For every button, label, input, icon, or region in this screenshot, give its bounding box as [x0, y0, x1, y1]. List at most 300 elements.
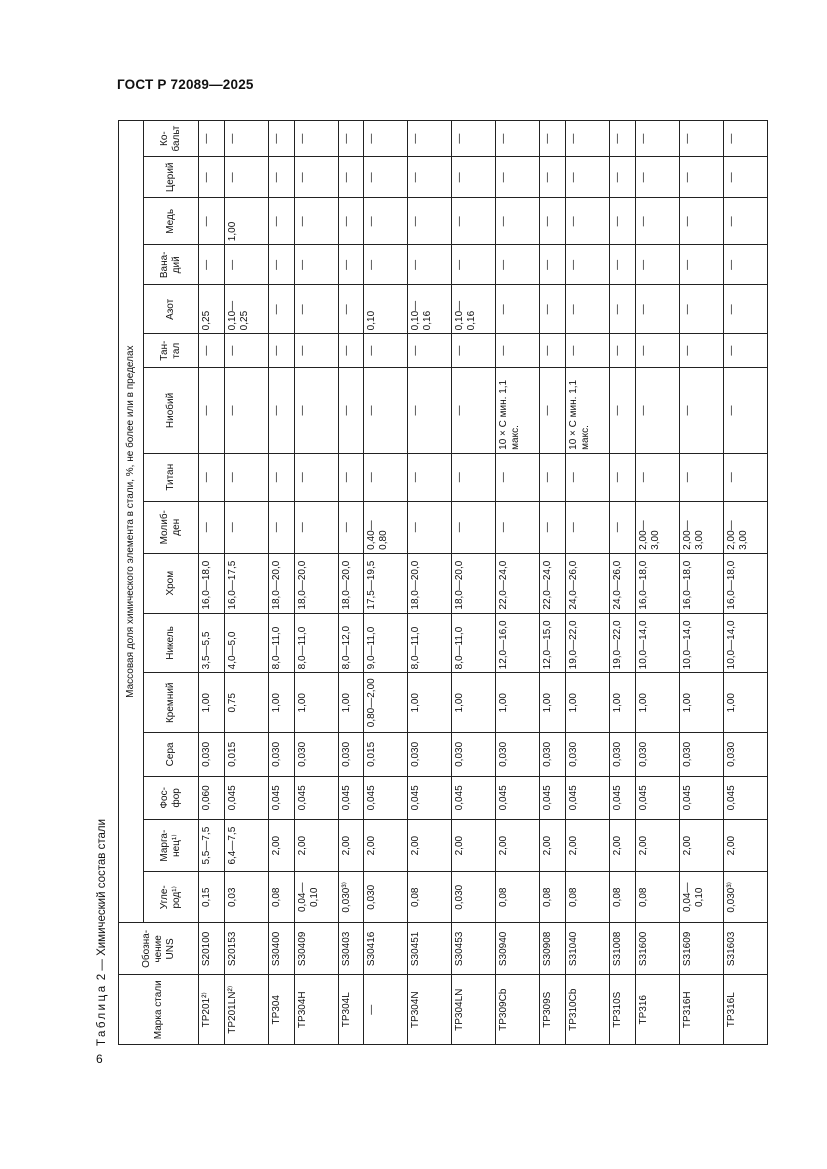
col-header-element: Ко-бальт: [144, 121, 199, 157]
cell-value: —: [566, 334, 610, 368]
cell-value: 0,10: [364, 285, 408, 334]
cell-grade: TP304N: [408, 975, 452, 1045]
cell-value: —: [540, 198, 566, 245]
cell-value: —: [294, 245, 338, 285]
cell-value: 0,030: [679, 733, 723, 776]
col-header-element: Церий: [144, 157, 199, 198]
cell-value: 0,03: [224, 872, 268, 923]
cell-grade: TP201LN²⁾: [224, 975, 268, 1045]
table-row: [364, 121, 408, 1045]
col-header-element: Медь: [144, 198, 199, 245]
cell-value: 0,030³⁾: [723, 872, 767, 923]
cell-value: —: [610, 368, 636, 454]
cell-value: 0,08: [635, 872, 679, 923]
cell-value: 17,5—19,5: [364, 553, 408, 613]
cell-value: 0,030: [408, 733, 452, 776]
cell-grade: TP304: [268, 975, 294, 1045]
cell-value: —: [635, 245, 679, 285]
cell-value: —: [679, 334, 723, 368]
cell-value: 3,5—5,5: [199, 613, 225, 673]
cell-value: 0,045: [610, 776, 636, 819]
col-header-element: Тан-тал: [144, 334, 199, 368]
cell-value: 18,0—20,0: [338, 553, 364, 613]
cell-value: 0,030: [723, 733, 767, 776]
cell-value: 1,00: [224, 198, 268, 245]
cell-value: —: [540, 453, 566, 501]
cell-value: —: [199, 245, 225, 285]
cell-value: —: [224, 121, 268, 157]
cell-value: 0,030: [199, 733, 225, 776]
cell-value: 2,00: [540, 820, 566, 872]
cell-value: 6,4—7,5: [224, 820, 268, 872]
cell-value: 0,045: [364, 776, 408, 819]
cell-value: —: [723, 368, 767, 454]
cell-grade: TP316L: [723, 975, 767, 1045]
table-row: [294, 121, 338, 1045]
cell-value: —: [723, 453, 767, 501]
cell-value: —: [452, 121, 496, 157]
cell-value: 10,0—14,0: [723, 613, 767, 673]
cell-value: —: [566, 453, 610, 501]
cell-value: —: [635, 285, 679, 334]
table-row: [408, 121, 452, 1045]
cell-value: 10 × С мин. 1,1 макс.: [566, 368, 610, 454]
cell-value: —: [408, 334, 452, 368]
cell-value: —: [610, 121, 636, 157]
cell-value: —: [338, 157, 364, 198]
cell-value: —: [294, 501, 338, 553]
cell-value: 8,0—11,0: [294, 613, 338, 673]
cell-value: 0,015: [364, 733, 408, 776]
cell-value: —: [294, 334, 338, 368]
cell-value: 0,25: [199, 285, 225, 334]
col-header-grade: Марка стали: [119, 975, 199, 1045]
cell-value: 8,0—11,0: [268, 613, 294, 673]
rotated-table-container: [118, 120, 768, 1045]
cell-value: —: [610, 245, 636, 285]
cell-uns: S30908: [540, 923, 566, 975]
cell-value: —: [452, 334, 496, 368]
col-header-mass-fraction: Массовая доля химического элемента в стали, %, не более или в пределах: [119, 121, 144, 923]
cell-value: 2,00—3,00: [723, 501, 767, 553]
cell-value: 16,0—18,0: [635, 553, 679, 613]
col-header-element: Угле-род¹⁾: [144, 872, 199, 923]
cell-value: 0,045: [723, 776, 767, 819]
cell-value: —: [294, 121, 338, 157]
cell-value: —: [610, 453, 636, 501]
cell-value: 1,00: [566, 673, 610, 733]
cell-value: 0,015: [224, 733, 268, 776]
cell-value: 5,5—7,5: [199, 820, 225, 872]
cell-value: —: [338, 285, 364, 334]
cell-value: 0,030: [452, 872, 496, 923]
cell-grade: TP309S: [540, 975, 566, 1045]
table-row: [723, 121, 767, 1045]
chemical-composition-table: [118, 120, 768, 1045]
cell-value: —: [566, 285, 610, 334]
cell-value: —: [566, 501, 610, 553]
cell-value: —: [452, 245, 496, 285]
cell-value: —: [452, 198, 496, 245]
cell-value: —: [540, 334, 566, 368]
cell-value: 10 × С мин. 1,1 макс.: [496, 368, 540, 454]
cell-value: —: [496, 453, 540, 501]
cell-uns: S30416: [364, 923, 408, 975]
cell-value: —: [679, 285, 723, 334]
cell-value: 2,00: [610, 820, 636, 872]
cell-value: —: [723, 334, 767, 368]
table-row: [610, 121, 636, 1045]
cell-value: 1,00: [408, 673, 452, 733]
cell-value: 16,0—18,0: [199, 553, 225, 613]
cell-value: —: [496, 198, 540, 245]
cell-value: —: [294, 198, 338, 245]
cell-value: —: [452, 501, 496, 553]
cell-value: 0,04—0,10: [679, 872, 723, 923]
cell-value: —: [224, 453, 268, 501]
cell-value: 0,030: [364, 872, 408, 923]
table-row: [268, 121, 294, 1045]
cell-value: —: [723, 198, 767, 245]
cell-value: —: [364, 368, 408, 454]
cell-value: —: [452, 157, 496, 198]
col-header-element: Сера: [144, 733, 199, 776]
cell-value: —: [338, 334, 364, 368]
cell-value: —: [268, 198, 294, 245]
cell-value: 16,0—18,0: [723, 553, 767, 613]
cell-value: —: [364, 453, 408, 501]
cell-value: 0,030: [452, 733, 496, 776]
cell-value: —: [364, 198, 408, 245]
cell-grade: TP304LN: [452, 975, 496, 1045]
cell-value: 0,045: [566, 776, 610, 819]
cell-value: —: [408, 368, 452, 454]
cell-grade: TP310Cb: [566, 975, 610, 1045]
cell-value: 0,060: [199, 776, 225, 819]
cell-value: —: [199, 198, 225, 245]
cell-value: —: [338, 368, 364, 454]
col-header-uns: Обозна-чение UNS: [119, 923, 199, 975]
cell-value: 2,00: [566, 820, 610, 872]
cell-value: 0,80—2,00: [364, 673, 408, 733]
cell-value: —: [496, 245, 540, 285]
table-row: [338, 121, 364, 1045]
cell-value: 12,0—16,0: [496, 613, 540, 673]
cell-value: 24,0—26,0: [566, 553, 610, 613]
cell-value: 8,0—12,0: [338, 613, 364, 673]
col-header-element: Марга-нец¹⁾: [144, 820, 199, 872]
cell-value: 24,0—26,0: [610, 553, 636, 613]
cell-value: 1,00: [294, 673, 338, 733]
cell-value: —: [540, 245, 566, 285]
cell-value: 0,030³⁾: [338, 872, 364, 923]
cell-value: —: [679, 245, 723, 285]
cell-value: 1,00: [679, 673, 723, 733]
table-row: [679, 121, 723, 1045]
cell-value: —: [199, 501, 225, 553]
cell-value: —: [224, 501, 268, 553]
document-header: ГОСТ Р 72089—2025: [117, 77, 254, 92]
cell-value: —: [566, 157, 610, 198]
cell-value: 1,00: [199, 673, 225, 733]
cell-uns: S20100: [199, 923, 225, 975]
cell-value: —: [679, 198, 723, 245]
cell-value: —: [199, 368, 225, 454]
cell-value: 0,030: [566, 733, 610, 776]
cell-value: —: [364, 121, 408, 157]
cell-value: —: [635, 453, 679, 501]
cell-value: —: [610, 157, 636, 198]
cell-value: —: [679, 368, 723, 454]
cell-value: 18,0—20,0: [452, 553, 496, 613]
cell-uns: S30403: [338, 923, 364, 975]
cell-value: —: [268, 121, 294, 157]
cell-uns: S30940: [496, 923, 540, 975]
cell-value: —: [679, 453, 723, 501]
cell-value: —: [338, 121, 364, 157]
cell-value: 2,00: [338, 820, 364, 872]
cell-grade: —: [364, 975, 408, 1045]
table-row: [452, 121, 496, 1045]
cell-grade: TP304H: [294, 975, 338, 1045]
col-header-element: Кремний: [144, 673, 199, 733]
cell-value: —: [294, 157, 338, 198]
cell-uns: S31600: [635, 923, 679, 975]
cell-value: 0,045: [679, 776, 723, 819]
cell-value: —: [338, 198, 364, 245]
cell-value: —: [610, 285, 636, 334]
cell-value: 0,045: [294, 776, 338, 819]
cell-value: 0,045: [540, 776, 566, 819]
cell-uns: S30451: [408, 923, 452, 975]
cell-value: —: [199, 157, 225, 198]
cell-value: 0,045: [224, 776, 268, 819]
cell-grade: TP201²⁾: [199, 975, 225, 1045]
cell-value: —: [268, 453, 294, 501]
cell-value: 18,0—20,0: [294, 553, 338, 613]
cell-value: —: [635, 368, 679, 454]
cell-value: 16,0—17,5: [224, 553, 268, 613]
cell-uns: S31609: [679, 923, 723, 975]
cell-value: 0,030: [635, 733, 679, 776]
cell-value: 18,0—20,0: [268, 553, 294, 613]
cell-uns: S31603: [723, 923, 767, 975]
cell-value: 0,08: [540, 872, 566, 923]
cell-value: —: [540, 285, 566, 334]
cell-value: —: [452, 368, 496, 454]
cell-value: —: [294, 368, 338, 454]
cell-value: —: [294, 453, 338, 501]
page-number: 6: [96, 1052, 103, 1066]
cell-value: —: [723, 245, 767, 285]
cell-value: 2,00: [679, 820, 723, 872]
cell-value: 0,08: [566, 872, 610, 923]
col-header-element: Фос-фор: [144, 776, 199, 819]
cell-grade: TP309Cb: [496, 975, 540, 1045]
table-caption-prefix: Таблица: [96, 983, 108, 1046]
cell-value: —: [496, 501, 540, 553]
cell-value: 0,04—0,10: [294, 872, 338, 923]
table-caption-text: 2 — Химический состав стали: [96, 819, 108, 981]
table-body: [199, 121, 768, 1045]
cell-value: —: [199, 334, 225, 368]
cell-value: 18,0—20,0: [408, 553, 452, 613]
cell-uns: S20153: [224, 923, 268, 975]
cell-value: 2,00: [635, 820, 679, 872]
cell-value: 1,00: [723, 673, 767, 733]
cell-grade: TP304L: [338, 975, 364, 1045]
cell-grade: TP316H: [679, 975, 723, 1045]
cell-value: —: [540, 368, 566, 454]
cell-value: 1,00: [635, 673, 679, 733]
cell-value: 1,00: [496, 673, 540, 733]
cell-value: —: [364, 245, 408, 285]
cell-value: 0,10—0,16: [408, 285, 452, 334]
cell-value: —: [610, 501, 636, 553]
col-header-element: Хром: [144, 553, 199, 613]
cell-value: —: [540, 121, 566, 157]
col-header-element: Вана-дий: [144, 245, 199, 285]
cell-uns: S30453: [452, 923, 496, 975]
cell-grade: TP310S: [610, 975, 636, 1045]
cell-value: —: [496, 121, 540, 157]
cell-value: 0,08: [496, 872, 540, 923]
cell-value: 1,00: [268, 673, 294, 733]
cell-value: 1,00: [540, 673, 566, 733]
cell-value: 2,00—3,00: [679, 501, 723, 553]
cell-value: —: [679, 121, 723, 157]
table-row: [224, 121, 268, 1045]
cell-value: 9,0—11,0: [364, 613, 408, 673]
cell-value: 19,0—22,0: [566, 613, 610, 673]
cell-value: —: [338, 453, 364, 501]
cell-value: —: [723, 157, 767, 198]
cell-value: 1,00: [452, 673, 496, 733]
cell-value: —: [452, 453, 496, 501]
table-head: [119, 121, 199, 1045]
table-row: [540, 121, 566, 1045]
cell-value: —: [408, 501, 452, 553]
cell-value: —: [635, 334, 679, 368]
cell-value: 0,030: [496, 733, 540, 776]
cell-value: —: [268, 285, 294, 334]
header-row-elements: [144, 121, 199, 1045]
cell-value: —: [540, 501, 566, 553]
col-header-element: Ниобий: [144, 368, 199, 454]
cell-value: 0,10—0,25: [224, 285, 268, 334]
cell-value: —: [723, 121, 767, 157]
cell-value: —: [610, 198, 636, 245]
cell-value: 0,045: [408, 776, 452, 819]
cell-value: 0,045: [635, 776, 679, 819]
cell-value: —: [364, 157, 408, 198]
cell-value: —: [540, 157, 566, 198]
cell-value: —: [408, 198, 452, 245]
cell-value: 0,045: [452, 776, 496, 819]
cell-value: 10,0—14,0: [679, 613, 723, 673]
cell-value: —: [294, 285, 338, 334]
cell-value: 22,0—24,0: [540, 553, 566, 613]
cell-value: 0,030: [294, 733, 338, 776]
table-row: [635, 121, 679, 1045]
cell-value: 2,00: [294, 820, 338, 872]
cell-value: 16,0—18,0: [679, 553, 723, 613]
cell-value: 8,0—11,0: [408, 613, 452, 673]
cell-value: —: [610, 334, 636, 368]
col-header-element: Молиб-ден: [144, 501, 199, 553]
cell-value: —: [496, 285, 540, 334]
cell-value: —: [224, 245, 268, 285]
cell-value: 0,045: [496, 776, 540, 819]
cell-value: 0,030: [540, 733, 566, 776]
cell-value: —: [338, 501, 364, 553]
cell-uns: S31008: [610, 923, 636, 975]
cell-uns: S31040: [566, 923, 610, 975]
cell-value: 2,00: [408, 820, 452, 872]
cell-value: —: [224, 368, 268, 454]
cell-value: —: [268, 157, 294, 198]
cell-value: 2,00: [496, 820, 540, 872]
cell-value: —: [408, 157, 452, 198]
col-header-element: Титан: [144, 453, 199, 501]
table-row: [566, 121, 610, 1045]
cell-value: —: [723, 285, 767, 334]
cell-value: —: [635, 157, 679, 198]
cell-grade: TP316: [635, 975, 679, 1045]
cell-value: 2,00: [364, 820, 408, 872]
cell-value: 1,00: [610, 673, 636, 733]
cell-value: 0,75: [224, 673, 268, 733]
cell-uns: S30400: [268, 923, 294, 975]
cell-value: —: [364, 334, 408, 368]
cell-value: —: [268, 245, 294, 285]
cell-value: 0,030: [610, 733, 636, 776]
cell-value: 22,0—24,0: [496, 553, 540, 613]
cell-value: —: [224, 157, 268, 198]
cell-value: 2,00: [723, 820, 767, 872]
cell-value: 0,40—0,80: [364, 501, 408, 553]
col-header-element: Никель: [144, 613, 199, 673]
cell-value: 0,10—0,16: [452, 285, 496, 334]
cell-value: 0,045: [268, 776, 294, 819]
cell-value: —: [408, 245, 452, 285]
cell-value: —: [566, 198, 610, 245]
table-row: [496, 121, 540, 1045]
cell-value: 4,0—5,0: [224, 613, 268, 673]
cell-value: —: [199, 121, 225, 157]
cell-value: —: [635, 198, 679, 245]
table-row: [199, 121, 225, 1045]
cell-value: 12,0—15,0: [540, 613, 566, 673]
cell-value: —: [679, 157, 723, 198]
cell-value: 0,08: [610, 872, 636, 923]
cell-value: 2,00: [452, 820, 496, 872]
cell-value: —: [496, 334, 540, 368]
cell-value: 0,030: [338, 733, 364, 776]
cell-value: 2,00—3,00: [635, 501, 679, 553]
cell-value: —: [268, 501, 294, 553]
col-header-element: Азот: [144, 285, 199, 334]
cell-value: —: [224, 334, 268, 368]
cell-value: —: [338, 245, 364, 285]
cell-value: 0,08: [268, 872, 294, 923]
cell-value: —: [635, 121, 679, 157]
cell-value: 0,030: [268, 733, 294, 776]
cell-value: 2,00: [268, 820, 294, 872]
cell-value: —: [199, 453, 225, 501]
cell-value: —: [408, 453, 452, 501]
cell-value: 8,0—11,0: [452, 613, 496, 673]
